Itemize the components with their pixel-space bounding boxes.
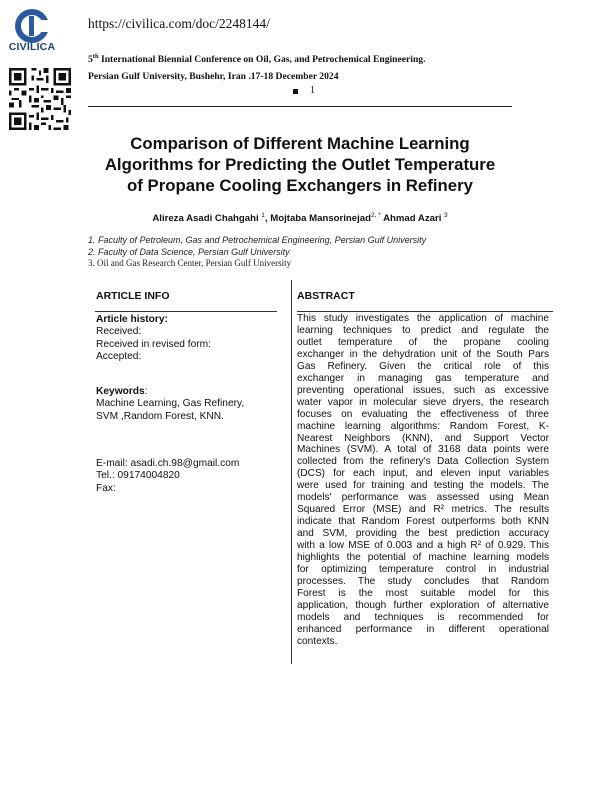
abstract-line: for optimizing temperature control in industrial [297,564,549,576]
abstract-line: water vapor in molecular sieve dryers, the research [297,396,549,408]
abstract-line: highlights the potential of machine learning models [297,552,549,564]
abstract-line: exchanger in managing gas temperature and [297,372,549,384]
bullet-square-icon [293,89,298,94]
article-info-rule [95,311,277,312]
abstract-line: focuses on evaluating the effectiveness of three [297,408,549,420]
abstract-line: and SVM, providing the best prediction accuracy [297,528,549,540]
document-url[interactable]: https://civilica.com/doc/2248144/ [88,16,270,31]
abstract-line: preventing operational issues, such as excessive [297,384,549,396]
header-divider [88,106,512,107]
abstract-line: models and techniques is recommended for [297,611,549,623]
abstract-heading: ABSTRACT [297,290,355,302]
abstract-line: models' performance was assessed using Mean [297,492,549,504]
contact-block [96,458,239,495]
abstract-line: Squared Error (MSE) and R² metrics. The results [297,504,549,516]
abstract-body [297,313,549,648]
abstract-line: machine learning algorithms: Random Forest, K- [297,420,549,432]
author-list: Alireza Asadi Chahgahi $^1$, Mojtaba Mansorinejad$^{2, *}$ Ahmad Azari $^3$ [152,212,448,225]
abstract-line: contexts. [297,635,338,647]
abstract-line: learning techniques to predict and regulate the [297,324,549,336]
affiliation-1: 1. Faculty of Petroleum, Gas and Petrochemical Engineering, Persian Gulf University [88,235,427,245]
paper-title [60,133,540,196]
keywords-line: Machine Learning, Gas Refinery, [96,398,245,410]
abstract-line: collected from the refinery's Data Collection System [297,456,549,468]
title-line: Algorithms for Predicting the Outlet Temperature [104,155,496,174]
qr-code-icon [9,68,71,130]
article-info-heading: ARTICLE INFO [96,290,170,302]
affiliation-3: 3. Oil and Gas Research Center, Persian Gulf University [88,258,292,268]
abstract-line: enhanced performance in different operational [297,623,549,635]
accepted-label: Accepted: [96,350,142,362]
abstract-line: Machines (SVM). A total of 3168 data points were [297,444,549,456]
abstract-line: Gas Refinery. Given the critical role of this [297,360,549,372]
column-divider [291,280,292,664]
page-number: 1 [310,85,315,96]
abstract-line: processes. The study concludes that Random [297,575,549,587]
abstract-rule [297,311,553,312]
keywords-block [96,386,244,423]
received-label: Received: [96,326,142,338]
abstract-line: exchanger in the dehydration unit of the South Pars [297,348,549,360]
revised-label: Received in revised form: [96,338,211,350]
conference-title: 5th International Biennial Conference on Oil, Gas, and Petrochemical Engineering. [88,53,426,66]
logo-text: CIVILICA [8,41,56,53]
abstract-line: Forest is the most suitable model for this [297,587,549,599]
title-line: of Propane Cooling Exchangers in Refinery [127,176,473,195]
abstract-line: outlet temperature of the propane cooling [297,336,549,348]
conference-venue: Persian Gulf University, Bushehr, Iran .17-18 December 2024 [88,71,339,82]
abstract-line: with a low MSE of 0.003 and a high R² of 0.929. This [297,540,549,552]
fax: Fax: [96,482,116,494]
abstract-line: indicate that Random Forest outperforms both KNN [297,516,549,528]
history-label: Article history: [96,314,168,325]
abstract-line: application, though further exploration of alternative [297,599,549,611]
keywords-line: SVM ,Random Forest, KNN. [96,410,224,422]
abstract-line: (DCS) for each input, and eleven input variables [297,468,549,480]
affiliation-2: 2. Faculty of Data Science, Persian Gulf University [88,247,290,257]
abstract-line: This study investigates the application of machine [297,313,549,324]
abstract-line: Nearest Neighbors (KNN), and Support Vector [297,432,549,444]
title-line: Comparison of Different Machine Learning [130,134,470,153]
article-history [96,314,211,363]
keywords-label: Keywords: [96,386,148,397]
email: E-mail: asadi.ch.98@gmail.com [96,458,240,469]
telephone: Tel.: 09174004820 [96,470,180,482]
abstract-line: were used for training and testing the models. The [297,480,549,492]
